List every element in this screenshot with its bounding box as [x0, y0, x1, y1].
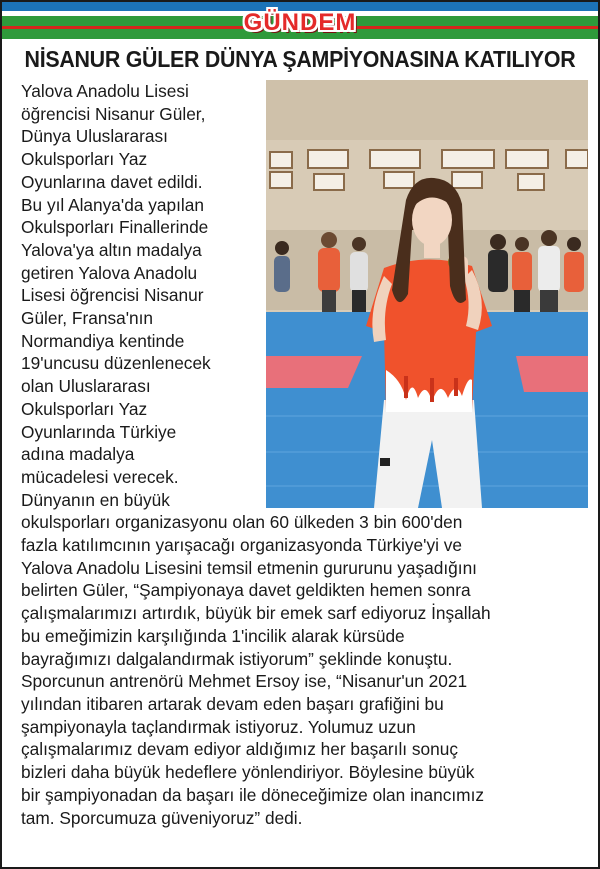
- body-line: adına madalya: [21, 444, 135, 465]
- body-line: Yalova'ya altın madalya: [21, 239, 202, 260]
- body-line: öğrencisi Nisanur Güler,: [21, 103, 206, 124]
- article-body: [21, 80, 595, 829]
- body-line: Bu yıl Alanya'da yapılan: [21, 194, 204, 215]
- body-line: çalışmalarımız devam ediyor aldığımız her başarılı sonuç: [21, 739, 459, 760]
- body-line: Dünyanın en büyük: [21, 489, 170, 510]
- body-line: bu emeğimizin karşılığında 1'incilik alarak kürsüde: [21, 625, 405, 646]
- body-line: şampiyonayla taçlandırmak istiyoruz. Yolumuz uzun: [21, 716, 416, 737]
- article-headline: NİSANUR GÜLER DÜNYA ŞAMPİYONASINA KATILIYOR: [24, 46, 576, 72]
- body-line: okulsporları organizasyonu olan 60 ülkeden 3 bin 600'den: [21, 512, 463, 533]
- body-line: Okulsporları Yaz: [21, 398, 148, 419]
- body-line: Okulsporları Finallerinde: [21, 217, 209, 238]
- body-line: mücadelesi verecek.: [21, 466, 179, 487]
- body-line: bayrağımızı dalgalandırmak istiyorum” şeklinde konuştu.: [21, 648, 453, 669]
- body-line: Dünya Uluslararası: [21, 126, 168, 147]
- body-line: Yalova Anadolu Lisesi: [21, 81, 189, 101]
- body-line: Güler, Fransa'nın: [21, 308, 154, 329]
- body-line: Lisesi öğrencisi Nisanur: [21, 285, 204, 306]
- body-line: Oyunlarında Türkiye: [21, 421, 177, 442]
- body-line: bizleri daha büyük hedeflere yönlendiriyor. Böylesine büyük: [21, 762, 475, 783]
- body-line: yılından itibaren artarak devam eden başarı grafiğini bu: [21, 693, 444, 714]
- body-line: olan Uluslararası: [21, 376, 151, 397]
- section-kicker: GÜNDEM: [243, 9, 357, 36]
- body-line: tam. Sporcumuza güveniyoruz” dedi.: [21, 807, 303, 828]
- body-line: Oyunlarına davet edildi.: [21, 171, 203, 192]
- body-line: fazla katılımcının yarışacağı organizasyonda Türkiye'yi ve: [21, 535, 462, 556]
- body-line: bir şampiyonadan da başarı ile döneceğimize olan inancımız: [21, 784, 485, 805]
- body-line: Normandiya kentinde: [21, 330, 185, 351]
- body-line: 19'uncusu düzenlenecek: [21, 353, 211, 374]
- body-line: Okulsporları Yaz: [21, 149, 148, 170]
- body-line: Yalova Anadolu Lisesini temsil etmenin gururunu yaşadığını: [21, 557, 477, 578]
- body-line: belirten Güler, “Şampiyonaya davet geldikten hemen sonra: [21, 580, 471, 601]
- body-line: Sporcunun antrenörü Mehmet Ersoy ise, “Nisanur'un 2021: [21, 671, 468, 692]
- body-line: getiren Yalova Anadolu: [21, 262, 198, 283]
- body-line: çalışmalarımızı artırdık, büyük bir emek sarf ediyoruz İnşallah: [21, 603, 491, 624]
